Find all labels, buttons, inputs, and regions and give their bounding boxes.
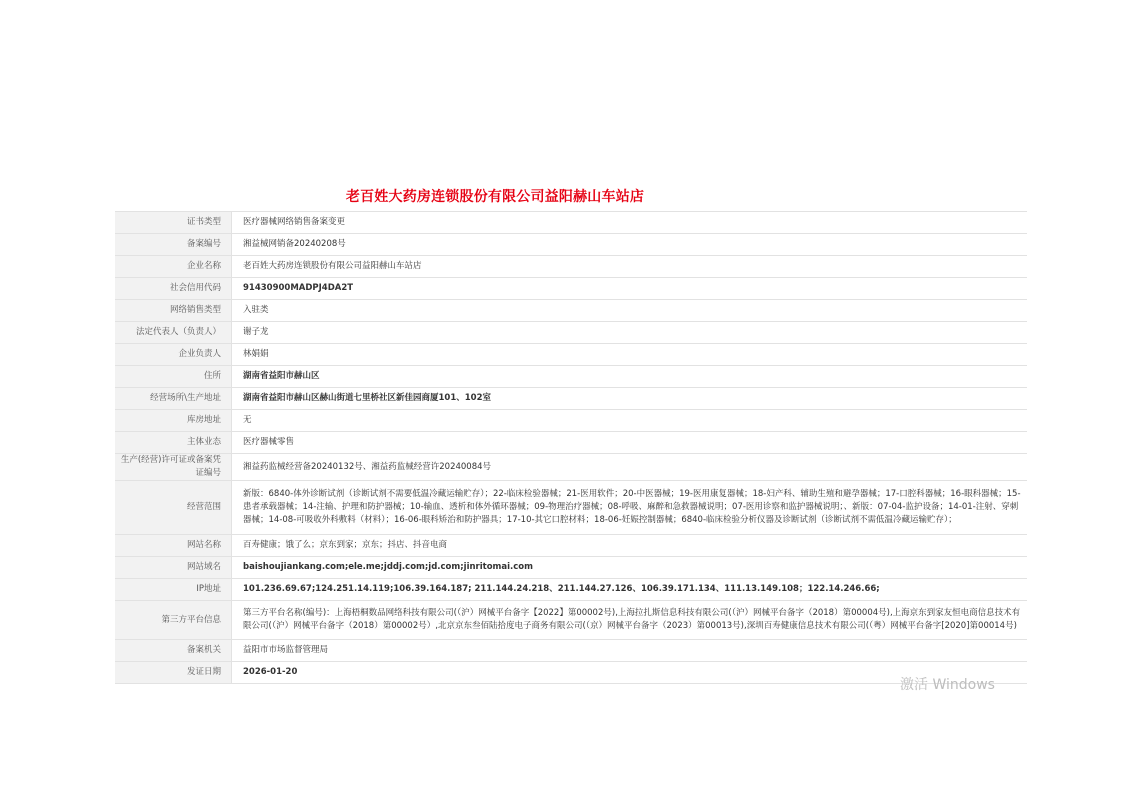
row-value: 湖南省益阳市赫山区赫山街道七里桥社区新佳园商厦101、102室 [232, 388, 1028, 410]
row-label: 发证日期 [115, 662, 232, 684]
row-value: 医疗器械网络销售备案变更 [232, 212, 1028, 234]
activation-watermark: 激活 Windows [900, 677, 995, 691]
row-value: 湘益药监械经营备20240132号、湘益药监械经营许20240084号 [232, 454, 1028, 481]
table-row [115, 366, 1027, 388]
row-value: 101.236.69.67;124.251.14.119;106.39.164.187; 211.144.24.218、211.144.27.126、106.39.171.134、111.13.149.108；122.14.246.66; [232, 579, 1028, 601]
row-value: 林娟娟 [232, 344, 1028, 366]
row-label: 备案机关 [115, 640, 232, 662]
row-label: 第三方平台信息 [115, 601, 232, 640]
row-label: 网站名称 [115, 535, 232, 557]
row-value: 益阳市市场监督管理局 [232, 640, 1028, 662]
row-value: 医疗器械零售 [232, 432, 1028, 454]
row-label: IP地址 [115, 579, 232, 601]
row-label: 证书类型 [115, 212, 232, 234]
row-value: baishoujiankang.com;ele.me;jddj.com;jd.com;jinritomai.com [232, 557, 1028, 579]
table-row [115, 278, 1027, 300]
table-row [115, 535, 1027, 557]
row-label: 网络销售类型 [115, 300, 232, 322]
row-value: 无 [232, 410, 1028, 432]
row-label: 库房地址 [115, 410, 232, 432]
row-label: 网站域名 [115, 557, 232, 579]
row-label: 经营范围 [115, 481, 232, 535]
row-value: 新版：6840-体外诊断试剂（诊断试剂不需要低温冷藏运输贮存）；22-临床检验器械；21-医用软件；20-中医器械；19-医用康复器械；18-妇产科、辅助生殖和避孕器械；17-口腔科器械；16-眼科器械；15-患者承载器械；14-注输、护理和防护器械；10-输血、透析和体外循环器械；09-物理治疗器械；08-呼吸、麻醉和急救器械说明；07-医用诊察和监护器械说明；、新版：07-04-监护设备；14-01-注射、穿刺器械；14-08-可吸收外科敷料（材料）；16-06-眼科矫治和防护器具；17-10-其它口腔材料；18-06-妊娠控制器械；6840-临床检验分析仪器及诊断试剂（诊断试剂不需低温冷藏运输贮存）； [232, 481, 1028, 535]
table-row [115, 322, 1027, 344]
table-row [115, 601, 1027, 640]
table-row [115, 662, 1027, 684]
row-value: 91430900MADPJ4DA2T [232, 278, 1028, 300]
row-value: 入驻类 [232, 300, 1028, 322]
table-row [115, 212, 1027, 234]
row-label: 企业名称 [115, 256, 232, 278]
row-label: 经营场所\生产地址 [115, 388, 232, 410]
row-value: 百寿健康；饿了么；京东到家；京东；抖店、抖音电商 [232, 535, 1028, 557]
row-label: 法定代表人（负责人） [115, 322, 232, 344]
table-row [115, 432, 1027, 454]
table-row [115, 557, 1027, 579]
row-value: 谢子龙 [232, 322, 1028, 344]
row-label: 主体业态 [115, 432, 232, 454]
row-value: 老百姓大药房连锁股份有限公司益阳赫山车站店 [232, 256, 1028, 278]
row-value: 湘益械网销备20240208号 [232, 234, 1028, 256]
table-row [115, 481, 1027, 535]
table-row [115, 344, 1027, 366]
row-value: 2026-01-20 [232, 662, 1028, 684]
table-row [115, 410, 1027, 432]
row-label: 备案编号 [115, 234, 232, 256]
row-value: 第三方平台名称(编号)：上海梧桐数品网络科技有限公司(（沪）网械平台备字【2022】第00002号),上海拉扎斯信息科技有限公司(（沪）网械平台备字（2018）第00004号),上海京东到家友恒电商信息技术有限公司(（沪）网械平台备字（2018）第00002号）,北京京东叁佰陆拾度电子商务有限公司(（京）网械平台备字（2023）第00013号),深圳百寿健康信息技术有限公司(（粤）网械平台备字[2020]第00014号) [232, 601, 1028, 640]
table-row [115, 256, 1027, 278]
row-label: 生产(经营)许可证或备案凭证编号 [115, 454, 232, 481]
page-title: 老百姓大药房连锁股份有限公司益阳赫山车站店 [345, 189, 645, 205]
row-label: 企业负责人 [115, 344, 232, 366]
table-row [115, 579, 1027, 601]
row-label: 社会信用代码 [115, 278, 232, 300]
record-table [115, 211, 1027, 684]
table-row [115, 234, 1027, 256]
table-row [115, 300, 1027, 322]
table-row [115, 454, 1027, 481]
table-row [115, 388, 1027, 410]
row-label: 住所 [115, 366, 232, 388]
table-row [115, 640, 1027, 662]
row-value: 湖南省益阳市赫山区 [232, 366, 1028, 388]
